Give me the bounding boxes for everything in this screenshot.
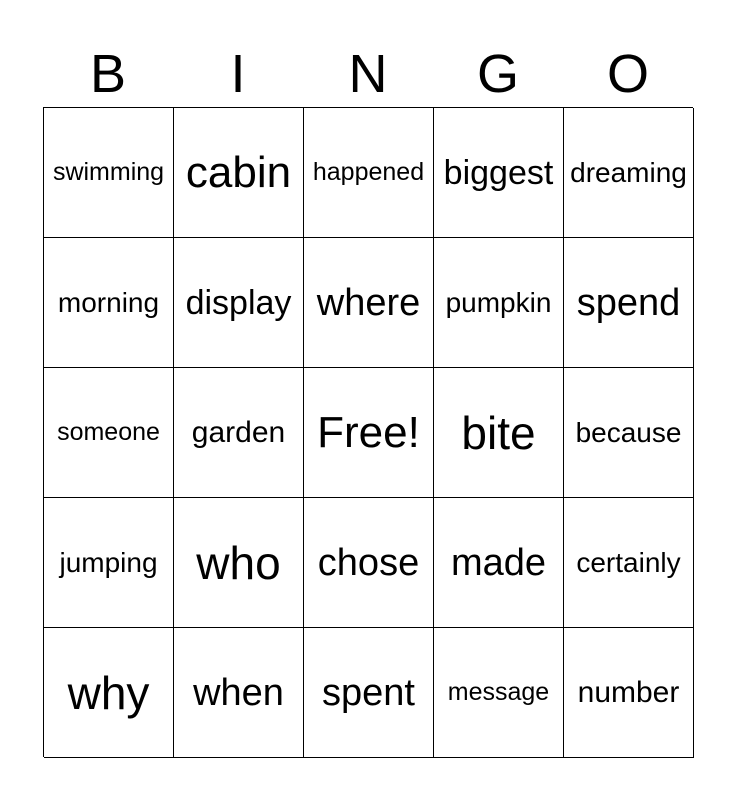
bingo-cell: why [44, 628, 174, 758]
bingo-cell: swimming [44, 108, 174, 238]
bingo-cell: pumpkin [434, 238, 564, 368]
bingo-cell: when [174, 628, 304, 758]
header-letter-o: O [606, 44, 649, 104]
bingo-header [43, 42, 693, 106]
header-letter-b: B [89, 44, 127, 104]
bingo-cell: where [304, 238, 434, 368]
bingo-cell: happened [304, 108, 434, 238]
bingo-cell: because [564, 368, 694, 498]
bingo-cell: spent [304, 628, 434, 758]
bingo-cell-free: Free! [304, 368, 434, 498]
bingo-cell: dreaming [564, 108, 694, 238]
bingo-cell: bite [434, 368, 564, 498]
bingo-cell: display [174, 238, 304, 368]
bingo-cell: someone [44, 368, 174, 498]
bingo-cell: who [174, 498, 304, 628]
bingo-cell: chose [304, 498, 434, 628]
bingo-cell: message [434, 628, 564, 758]
bingo-cell: biggest [434, 108, 564, 238]
bingo-cell: cabin [174, 108, 304, 238]
bingo-cell: spend [564, 238, 694, 368]
bingo-cell: morning [44, 238, 174, 368]
bingo-cell: certainly [564, 498, 694, 628]
bingo-cell: jumping [44, 498, 174, 628]
header-letter-n: N [348, 44, 388, 104]
header-letter-g: G [476, 44, 519, 104]
bingo-board [43, 107, 693, 757]
bingo-cell: number [564, 628, 694, 758]
bingo-cell: made [434, 498, 564, 628]
header-letter-i: I [230, 44, 246, 104]
bingo-cell: garden [174, 368, 304, 498]
